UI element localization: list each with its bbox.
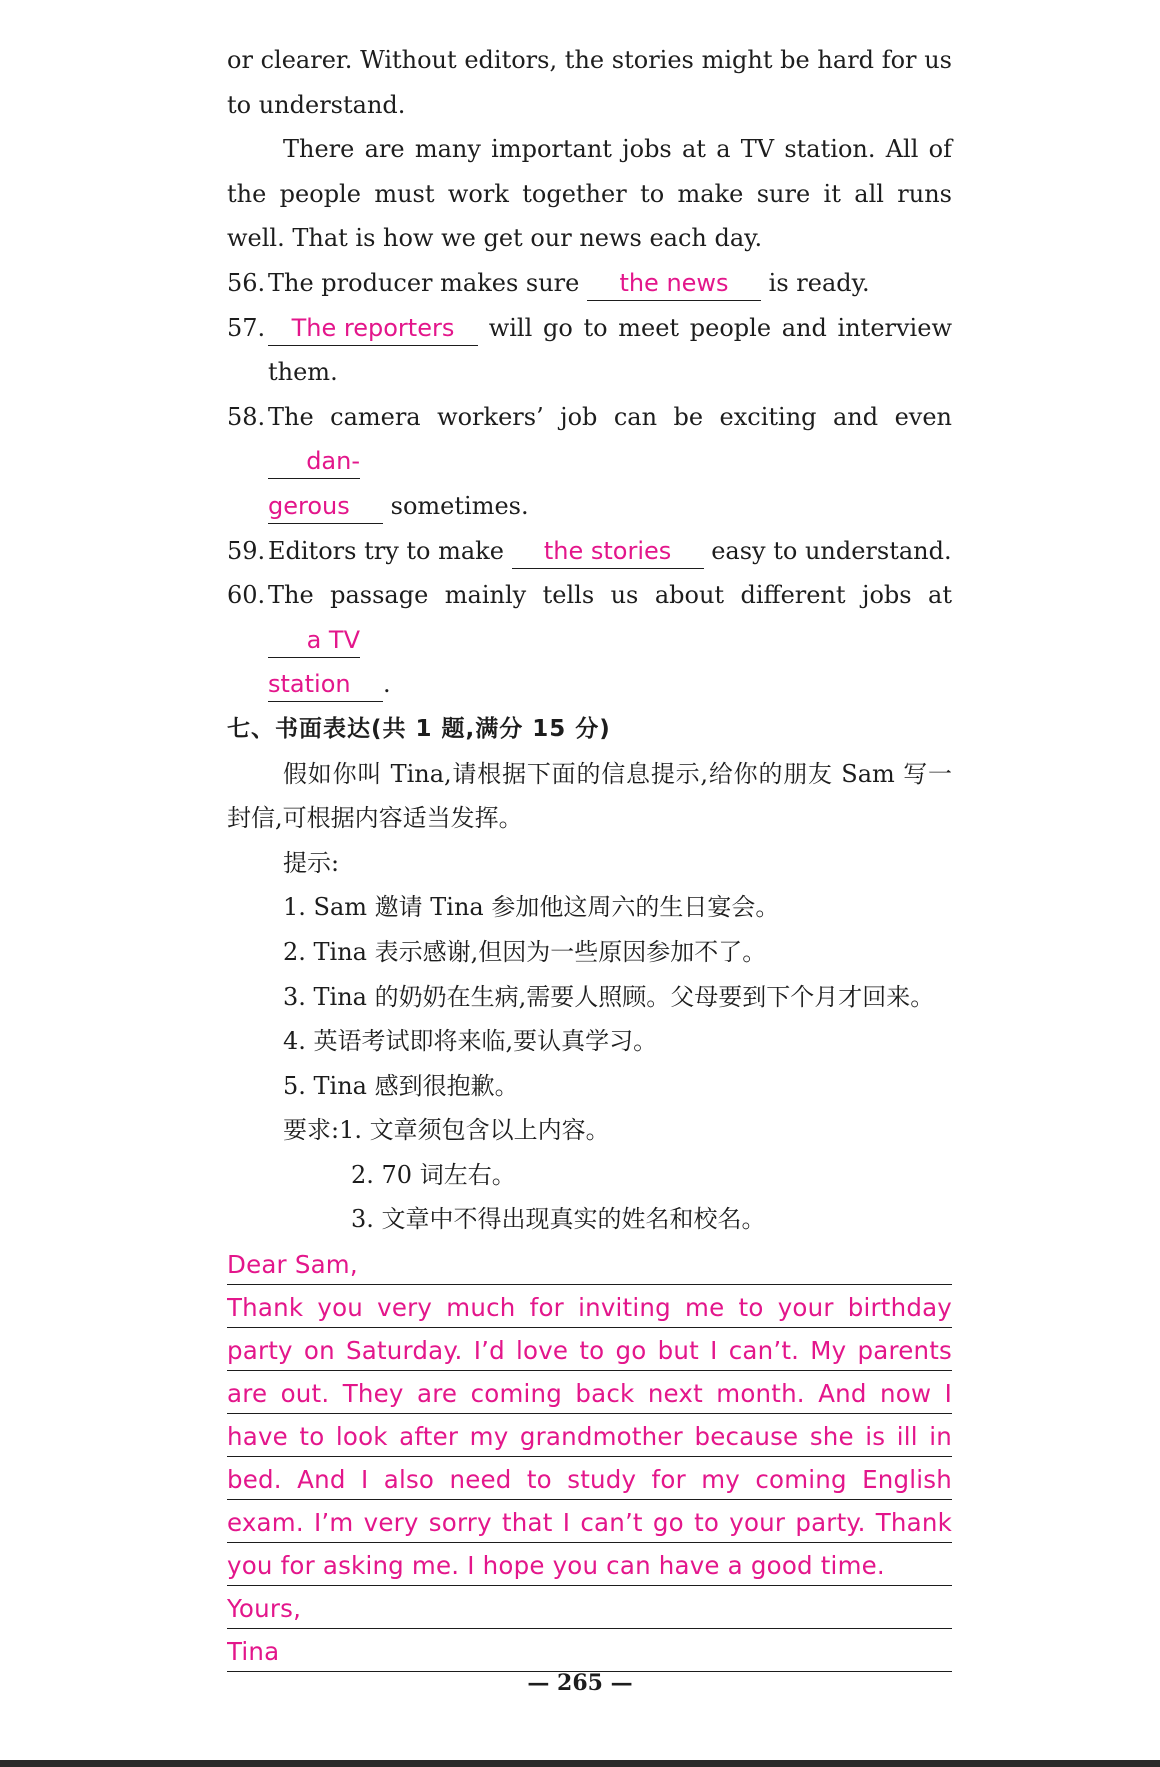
question-text: . — [383, 670, 391, 699]
question-text: The camera workers’ job can be exciting and even — [268, 402, 952, 431]
answer-blank: The reporters — [268, 312, 478, 346]
hint-label: 提示: — [283, 848, 340, 877]
essay-line: Thank you very much for inviting me to your birthday — [227, 1285, 952, 1328]
requirement-item: 3. 文章中不得出现真实的姓名和校名。 — [351, 1205, 766, 1234]
question-number: 56. — [227, 269, 266, 297]
answer-blank: the news — [587, 267, 761, 301]
essay-line: Yours, — [227, 1586, 952, 1629]
answer-blank-continued: station — [268, 668, 383, 702]
hint-item: 5. Tina 感到很抱歉。 — [283, 1071, 519, 1100]
bottom-edge — [0, 1760, 1160, 1767]
requirements-label: 要求: — [283, 1116, 340, 1145]
question-text: sometimes. — [390, 491, 529, 520]
essay-line: have to look after my grandmother because she is ill in — [227, 1414, 952, 1457]
essay-line: are out. They are coming back next month. And now I — [227, 1371, 952, 1414]
hint-item: 4. 英语考试即将来临,要认真学习。 — [283, 1027, 658, 1056]
hint-item: 3. Tina 的奶奶在生病,需要人照顾。父母要到下个月才回来。 — [283, 982, 935, 1011]
question-58 — [227, 395, 952, 529]
question-text: easy to understand. — [711, 536, 952, 565]
hint-item: 1. Sam 邀请 Tina 参加他这周六的生日宴会。 — [283, 893, 780, 922]
essay-line: exam. I’m very sorry that I can’t go to your party. Thank — [227, 1500, 952, 1543]
requirement-item: 1. 文章须包含以上内容。 — [339, 1116, 610, 1145]
question-text: Editors try to make — [268, 536, 504, 565]
page-number: — 265 — — [527, 1670, 633, 1696]
essay-line: you for asking me. I hope you can have a good time. — [227, 1543, 952, 1586]
question-57 — [227, 306, 952, 395]
hint-item: 2. Tina 表示感谢,但因为一些原因参加不了。 — [283, 937, 767, 966]
question-text: The passage mainly tells us about different jobs at — [268, 581, 952, 610]
question-number: 57. — [227, 313, 266, 342]
requirement-item: 2. 70 词左右。 — [351, 1160, 516, 1189]
question-text: is ready. — [768, 269, 870, 297]
answer-blank-continued: gerous — [268, 490, 383, 524]
answer-blank: a TV — [268, 624, 360, 658]
essay-line: bed. And I also need to study for my coming English — [227, 1457, 952, 1500]
section-title: 七、书面表达(共 1 题,满分 15 分) — [227, 715, 611, 742]
question-text: will go to meet people and interview them. — [268, 313, 952, 387]
question-59 — [227, 529, 952, 574]
essay-line: Tina — [227, 1629, 952, 1672]
requirements — [227, 1108, 952, 1153]
writing-prompt: 假如你叫 Tina,请根据下面的信息提示,给你的朋友 Sam 写一封信,可根据内容适当发挥。 — [227, 759, 952, 833]
intro-paragraph: There are many important jobs at a TV station. All of the people must work together to make sure it all runs well. That is how we get our news each day. — [227, 135, 952, 253]
essay-answer — [227, 1242, 952, 1672]
essay-line: Dear Sam, — [227, 1242, 952, 1285]
essay-line: party on Saturday. I’d love to go but I can’t. My parents — [227, 1328, 952, 1371]
page-content — [227, 38, 952, 1672]
question-60 — [227, 573, 952, 707]
intro-text: or clearer. Without editors, the stories might be hard for us to understand. — [227, 46, 952, 119]
question-number: 60. — [227, 581, 266, 610]
question-number: 58. — [227, 402, 266, 431]
question-text: The producer makes sure — [268, 269, 580, 297]
answer-blank: dan- — [268, 445, 360, 479]
answer-blank: the stories — [512, 535, 704, 569]
question-number: 59. — [227, 536, 266, 565]
question-56 — [227, 261, 952, 306]
